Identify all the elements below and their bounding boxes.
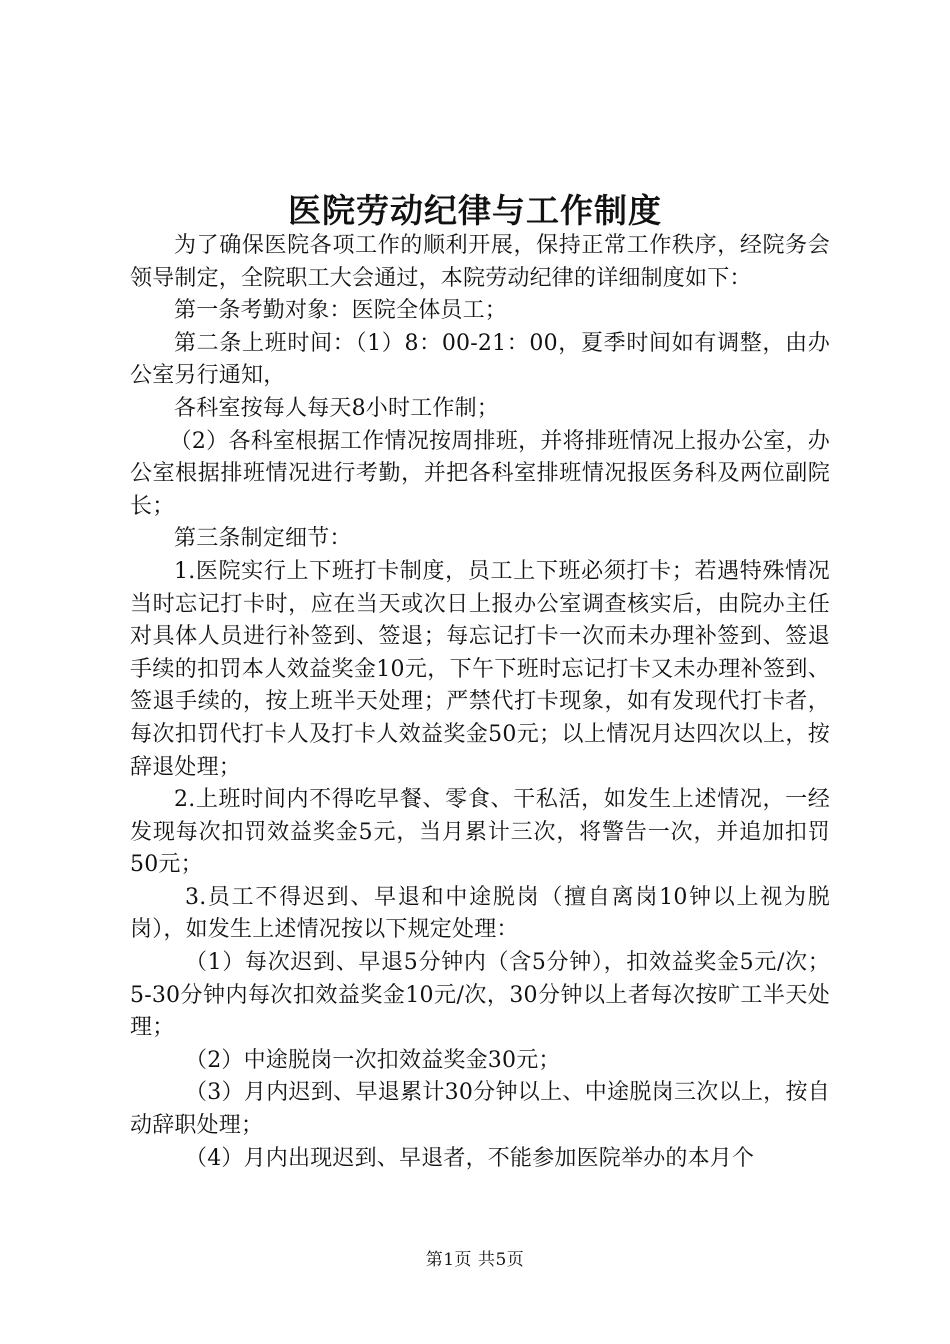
page-footer: 第1页 共5页 bbox=[425, 1250, 525, 1270]
paragraph-article-2: 第二条上班时间：（1）8：00-21：00，夏季时间如有调整，由办公室另行通知， bbox=[130, 330, 830, 389]
paragraph-intro: 为了确保医院各项工作的顺利开展，保持正常工作秩序，经院务会领导制定，全院职工大会通过，本院劳动纪律的详细制度如下： bbox=[130, 233, 830, 291]
document-title: 医院劳动纪律与工作制度 bbox=[288, 191, 662, 230]
paragraph-article-2-note: 各科室按每人每天8小时工作制； bbox=[174, 395, 499, 421]
paragraph-rule-3-item-4: （4）月内出现迟到、早退者，不能参加医院举办的本月个 bbox=[185, 1145, 755, 1171]
document-body bbox=[130, 230, 830, 1175]
paragraph-rule-3-item-2: （2）中途脱岗一次扣效益奖金30元； bbox=[185, 1047, 561, 1073]
paragraph-rule-1: 1.医院实行上下班打卡制度，员工上下班必须打卡；若遇特殊情况当时忘记打卡时，应在当天或次日上报办公室调查核实后，由院办主任对具体人员进行补签到、签退；每忘记打卡一次而未办理补签到、签退手续的扣罚本人效益奖金10元，下午下班时忘记打卡又未办理补签到、签退手续的，按上班半天处理；严禁代打卡现象，如有发现代打卡者，每次扣罚代打卡人及打卡人效益奖金50元；以上情况月达四次以上，按辞退处理； bbox=[130, 558, 830, 780]
paragraph-article-1: 第一条考勤对象：医院全体员工； bbox=[174, 298, 508, 324]
paragraph-article-2-item-2: （2）各科室根据工作情况按周排班，并将排班情况上报办公室，办公室根据排班情况进行考勤，并把各科室排班情况报医务科及两位副院长； bbox=[130, 428, 830, 519]
paragraph-rule-3: 3.员工不得迟到、早退和中途脱岗（擅自离岗10钟以上视为脱岗），如发生上述情况按以下规定处理： bbox=[130, 884, 830, 943]
paragraph-rule-3-item-3: （3）月内迟到、早退累计30分钟以上、中途脱岗三次以上，按自动辞职处理； bbox=[130, 1080, 830, 1139]
paragraph-rule-2: 2.上班时间内不得吃早餐、零食、干私活，如发生上述情况，一经发现每次扣罚效益奖金5元，当月累计三次，将警告一次，并追加扣罚50元； bbox=[130, 787, 830, 878]
paragraph-rule-3-item-1: （1）每次迟到、早退5分钟内（含5分钟），扣效益奖金5元/次；5-30分钟内每次扣效益奖金10元/次，30分钟以上者每次按旷工半天处理； bbox=[130, 950, 830, 1041]
paragraph-article-3: 第三条制定细节： bbox=[174, 526, 352, 552]
